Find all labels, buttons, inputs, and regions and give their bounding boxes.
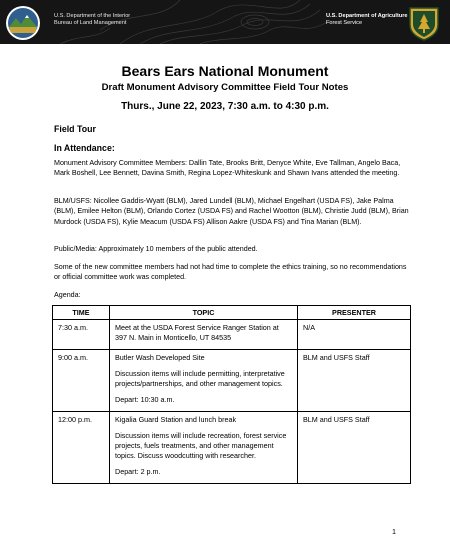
agenda-label: Agenda: xyxy=(54,291,81,299)
header-banner xyxy=(0,0,450,44)
public-media-paragraph: Public/Media: Approximately 10 members of the public attended. xyxy=(54,245,258,253)
topic-text: Meet at the USDA Forest Service Ranger Station at 397 N. Main in Monticello, UT 84535 xyxy=(115,323,279,342)
time-cell: 12:00 p.m. xyxy=(53,412,110,484)
presenter-cell: BLM and USFS Staff xyxy=(298,412,411,484)
topic-text: Discussion items will include permitting, interpretative projects/partnerships, and other management topics. xyxy=(115,369,285,388)
presenter-column-header: PRESENTER xyxy=(298,306,411,320)
page-number: 1 xyxy=(392,527,396,536)
presenter-cell: BLM and USFS Staff xyxy=(298,350,411,412)
topic-cell xyxy=(110,412,298,484)
topic-cell xyxy=(110,350,298,412)
topic-depart: Depart: 10:30 a.m. xyxy=(115,395,175,404)
interior-department-label: U.S. Department of the Interior xyxy=(54,13,131,19)
topic-text: Discussion items will include recreation, forest service projects, fuels treatments, and other management topics. Discuss woodcutting with researcher. xyxy=(115,431,287,460)
meeting-date: Thurs., June 22, 2023, 7:30 a.m. to 4:30 p.m. xyxy=(121,101,329,112)
table-row xyxy=(53,350,411,412)
blm-usfs-paragraph: BLM/USFS: Nicollee Gaddis-Wyatt (BLM), Jared Lundell (BLM), Michael Engelhart (USDA FS), Jake Palma (BLM), Emilee Helton (BLM), Orlando Cortez (USDA FS) and Rachel Wootton (BLM), Christie Judd (BLM), Brian Murdock (USDA FS), Kylie Meacum (USDA FS) Allison Aakre (USDA FS) and Tina Marian (BLM). xyxy=(54,197,409,226)
attendance-heading: In Attendance: xyxy=(54,143,115,153)
topic-title: Butler Wash Developed Site xyxy=(115,353,205,362)
document-title: Bears Ears National Monument xyxy=(121,63,329,79)
time-column-header: TIME xyxy=(53,306,110,320)
time-cell: 7:30 a.m. xyxy=(53,320,110,350)
usda-agency-text xyxy=(326,13,408,27)
ethics-paragraph: Some of the new committee members had not had time to complete the ethics training, so no recommendations or official committee work was completed. xyxy=(54,263,407,282)
presenter-cell: N/A xyxy=(298,320,411,350)
topic-cell xyxy=(110,320,298,350)
forest-service-shield-logo xyxy=(407,5,441,41)
table-header-row xyxy=(53,306,411,320)
committee-members-paragraph: Monument Advisory Committee Members: Dallin Tate, Brooks Britt, Denyce White, Eve Tallman, Angelo Baca, Mark Boshell, Lee Bennett, Davina Smith, Regina Lopez-Whiteskunk and Shawn Ivans attended the meeting. xyxy=(54,159,401,178)
blm-logo xyxy=(5,5,41,41)
blm-agency-text xyxy=(54,13,130,27)
topic-title: Kigalia Guard Station and lunch break xyxy=(115,415,237,424)
time-cell: 9:00 a.m. xyxy=(53,350,110,412)
usda-label: U.S. Department of Agriculture xyxy=(326,13,408,19)
document-subtitle: Draft Monument Advisory Committee Field Tour Notes xyxy=(101,82,349,93)
field-tour-heading: Field Tour xyxy=(54,124,96,134)
topic-column-header: TOPIC xyxy=(110,306,298,320)
blm-label: Bureau of Land Management xyxy=(54,20,127,26)
agenda-table xyxy=(52,305,411,484)
forest-service-label: Forest Service xyxy=(326,20,363,26)
table-row xyxy=(53,320,411,350)
table-row xyxy=(53,412,411,484)
topic-depart: Depart: 2 p.m. xyxy=(115,467,161,476)
